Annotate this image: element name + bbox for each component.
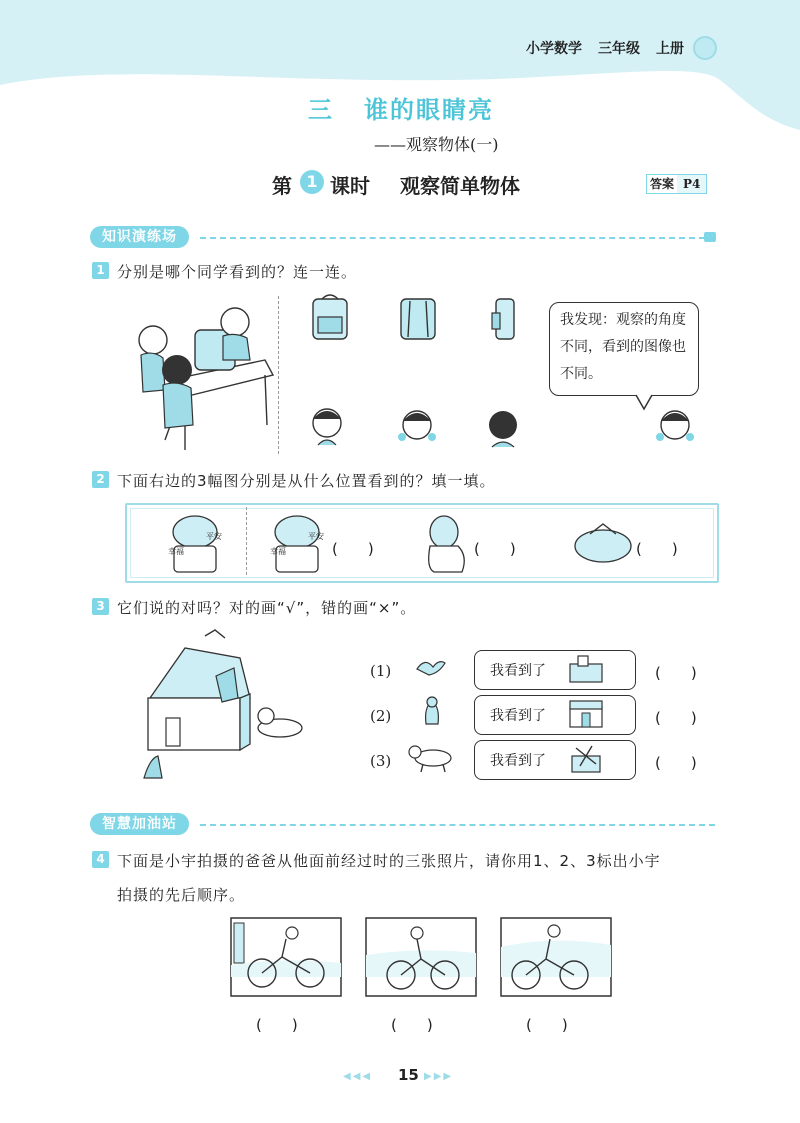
q1-text: 分别是哪个同学看到的？连一连。 (117, 263, 358, 281)
section-challenge-banner: 智慧加油站 (90, 813, 189, 835)
header-badge-icon (693, 36, 717, 60)
pencil-icon (704, 232, 716, 242)
q1-divider (278, 296, 279, 454)
page-number: 15 (398, 1066, 419, 1084)
back-head-icon (486, 405, 520, 449)
answer-page: P4 (677, 175, 706, 193)
statue2-text-right: 平安 (308, 532, 324, 541)
q3-label-3: (3) (370, 752, 392, 770)
q2-blank-2[interactable]: ( ) (474, 540, 516, 558)
q1-number: 1 (92, 262, 109, 279)
children-table-illustration (125, 300, 280, 455)
girl-head-icon (397, 405, 437, 449)
q3-text: 它们说的对吗？对的画“√”，错的画“×”。 (117, 599, 417, 617)
photo-1-cyclist (230, 917, 342, 997)
q2-blank-3[interactable]: ( ) (636, 540, 678, 558)
footer-left-arrows: ◀◀◀ (343, 1071, 373, 1082)
bubble-line-1: 我发现：观察的角度 (560, 312, 686, 328)
lion-statue-top (570, 520, 636, 566)
dog-icon (405, 740, 457, 774)
q4-number: 4 (92, 851, 109, 868)
q4-blank-1[interactable]: ( ) (256, 1016, 298, 1034)
q3-blank-1[interactable]: ( ) (655, 664, 697, 682)
boy-head-icon (310, 405, 344, 449)
bubble-line-3: 不同。 (560, 366, 602, 382)
q3-saying-3: 我看到了 (490, 753, 546, 769)
q3-blank-3[interactable]: ( ) (655, 754, 697, 772)
house-side-view-icon (568, 742, 604, 774)
q2-text: 下面右边的3幅图分别是从什么位置看到的？填一填。 (117, 472, 496, 490)
girl-speaker-icon (655, 405, 695, 449)
photo-2-cyclist (365, 917, 477, 997)
lion-statue-side (418, 512, 474, 574)
unit-subtitle: ——观察物体(一) (374, 135, 499, 154)
section-divider-2 (200, 824, 715, 826)
photo-3-cyclist (500, 917, 612, 997)
section-practice-banner: 知识演练场 (90, 226, 189, 248)
unit-title: 谁的眼睛亮 (364, 96, 494, 124)
q3-saying-2: 我看到了 (490, 708, 546, 724)
q3-label-1: (1) (370, 662, 392, 680)
lesson-title: 观察简单物体 (400, 174, 520, 198)
header-subject: 小学数学 (526, 41, 582, 57)
q3-number: 3 (92, 598, 109, 615)
bird-icon (415, 655, 447, 681)
header-grade: 三年级 (598, 41, 640, 57)
q2-blank-1[interactable]: ( ) (332, 540, 374, 558)
lion-statue-reference (160, 510, 230, 574)
statue-text-left: 幸福 (168, 547, 184, 556)
house-front-view-icon (568, 699, 604, 729)
backpack-back-icon (398, 293, 438, 341)
answer-ref[interactable] (646, 174, 707, 194)
lesson-prefix: 第 (272, 174, 292, 198)
unit-number: 三 (308, 96, 332, 124)
statue-text-right: 平安 (206, 532, 222, 541)
q4-line-2: 拍摄的先后顺序。 (117, 886, 246, 904)
section-divider (200, 237, 705, 239)
q4-blank-3[interactable]: ( ) (526, 1016, 568, 1034)
lesson-suffix: 课时 (330, 174, 370, 198)
bubble-tail (636, 395, 656, 411)
q3-label-2: (2) (370, 707, 392, 725)
lesson-number: 1 (300, 170, 324, 194)
q3-blank-2[interactable]: ( ) (655, 709, 697, 727)
answer-label: 答案 (650, 177, 675, 191)
statue2-text-left: 幸福 (270, 547, 286, 556)
q4-blank-2[interactable]: ( ) (391, 1016, 433, 1034)
q2-number: 2 (92, 471, 109, 488)
q2-divider (246, 507, 247, 575)
header-volume: 上册 (656, 41, 684, 57)
lion-statue-front (262, 510, 332, 574)
q1-speech-bubble (549, 302, 699, 396)
backpack-side-icon (490, 293, 520, 341)
cat-icon (420, 694, 444, 728)
house-scene-illustration (130, 628, 320, 788)
q4-line-1: 下面是小宇拍摄的爸爸从他面前经过时的三张照片，请你用1、2、3标出小宇 (117, 852, 661, 870)
footer-right-arrows: ▶▶▶ (424, 1071, 454, 1082)
bubble-line-2: 不同，看到的图像也 (560, 339, 686, 355)
house-top-view-icon (568, 654, 604, 684)
backpack-front-icon (310, 293, 350, 341)
q3-saying-1: 我看到了 (490, 663, 546, 679)
